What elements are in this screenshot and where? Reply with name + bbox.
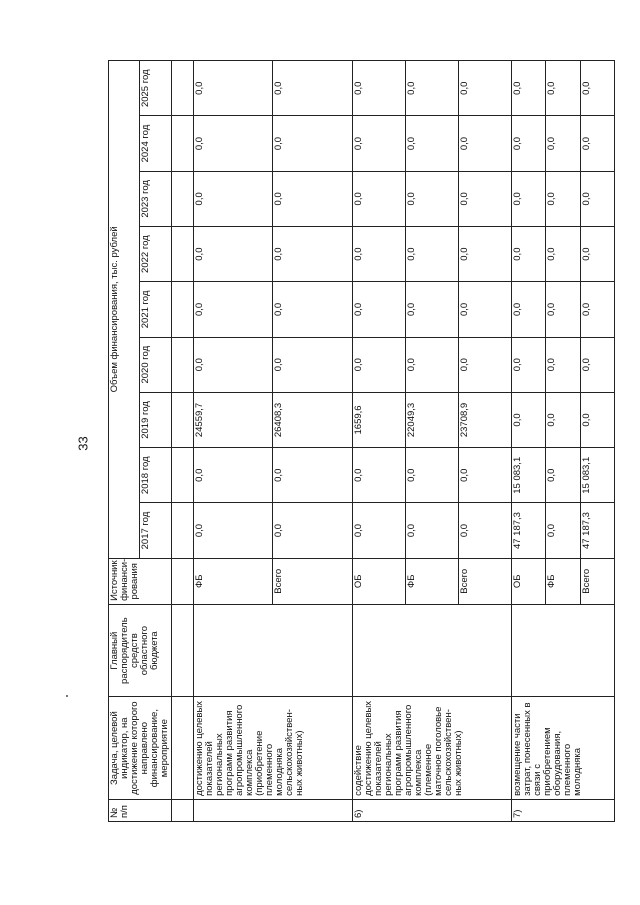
header-year: 2020 год: [140, 337, 171, 392]
value-cell: 0,0: [273, 448, 353, 503]
row-number-cell: [193, 799, 352, 821]
value-cell: 0,0: [459, 503, 512, 558]
value-cell: 0,0: [546, 503, 580, 558]
distributor-cell: [193, 604, 352, 696]
source-cell: ФБ: [193, 558, 273, 604]
header-year: 2021 год: [140, 282, 171, 337]
value-cell: 0,0: [459, 61, 512, 116]
value-cell: 0,0: [273, 171, 353, 226]
value-cell: 0,0: [352, 61, 405, 116]
value-cell: 15 083,1: [512, 448, 546, 503]
header-row-1: [109, 61, 140, 822]
value-cell: 0,0: [193, 448, 273, 503]
table-row: [352, 61, 405, 822]
value-cell: 0,0: [405, 282, 458, 337]
value-cell: 0,0: [580, 171, 614, 226]
value-cell: 0,0: [273, 61, 353, 116]
scan-speck: [66, 695, 68, 697]
value-cell: 0,0: [580, 392, 614, 447]
header-year: 2025 год: [140, 61, 171, 116]
value-cell: 0,0: [512, 116, 546, 171]
distributor-cell: [512, 604, 615, 696]
value-cell: 0,0: [546, 282, 580, 337]
value-cell: 26408,3: [273, 392, 353, 447]
page-number: 33: [75, 436, 91, 451]
value-cell: 0,0: [512, 226, 546, 281]
table-row: [193, 61, 273, 822]
financing-table: [108, 60, 615, 822]
value-cell: 0,0: [352, 503, 405, 558]
value-cell: 1659,6: [352, 392, 405, 447]
value-cell: 0,0: [405, 337, 458, 392]
value-cell: 0,0: [459, 171, 512, 226]
value-cell: 0,0: [546, 226, 580, 281]
header-volume: Объем финансирования, тыс. рублей: [109, 61, 140, 559]
value-cell: 0,0: [193, 282, 273, 337]
value-cell: 22049,3: [405, 392, 458, 447]
value-cell: 0,0: [459, 448, 512, 503]
header-spacer-row: [171, 61, 193, 822]
value-cell: 0,0: [405, 226, 458, 281]
value-cell: 0,0: [193, 337, 273, 392]
header-distributor: Главный распорядитель средств областного бюджета: [109, 604, 172, 696]
header-num: № п/п: [109, 799, 172, 821]
header-source: Источник финанси-рования: [109, 558, 172, 604]
value-cell: 0,0: [546, 171, 580, 226]
source-cell: ФБ: [546, 558, 580, 604]
financing-table-sheet: [108, 60, 592, 822]
value-cell: 0,0: [352, 337, 405, 392]
value-cell: 23708,9: [459, 392, 512, 447]
task-description-cell: достижению целевых показателей региональных программ развития агропромышленного комплекса (приобретение племенного молодняка сельскохозяйствен-ных животных): [193, 697, 352, 800]
value-cell: 0,0: [273, 282, 353, 337]
value-cell: 0,0: [273, 226, 353, 281]
source-cell: ФБ: [405, 558, 458, 604]
value-cell: 0,0: [352, 282, 405, 337]
value-cell: 0,0: [580, 116, 614, 171]
value-cell: 0,0: [273, 337, 353, 392]
value-cell: 0,0: [459, 226, 512, 281]
value-cell: 0,0: [546, 61, 580, 116]
source-cell: Всего: [459, 558, 512, 604]
value-cell: 0,0: [512, 171, 546, 226]
table-body: [193, 61, 614, 822]
value-cell: 0,0: [405, 116, 458, 171]
header-year: 2017 год: [140, 503, 171, 558]
table-row: [512, 61, 546, 822]
header-year: 2018 год: [140, 448, 171, 503]
value-cell: 15 083,1: [580, 448, 614, 503]
header-task: Задача, целевой индикатор, на достижение которого направлено финансирование, мероприятие: [109, 697, 172, 800]
value-cell: 0,0: [193, 116, 273, 171]
value-cell: 0,0: [352, 116, 405, 171]
distributor-cell: [352, 604, 511, 696]
value-cell: 0,0: [512, 392, 546, 447]
value-cell: 0,0: [352, 226, 405, 281]
value-cell: 0,0: [193, 61, 273, 116]
source-cell: Всего: [273, 558, 353, 604]
task-description-cell: возмещение части затрат, понесенных в связи с приобретением оборудования, племенного молодняка: [512, 697, 615, 800]
header-year: 2023 год: [140, 171, 171, 226]
value-cell: 0,0: [459, 337, 512, 392]
header-year: 2024 год: [140, 116, 171, 171]
value-cell: 0,0: [405, 448, 458, 503]
source-cell: ОБ: [352, 558, 405, 604]
value-cell: 0,0: [193, 171, 273, 226]
value-cell: 0,0: [352, 171, 405, 226]
value-cell: 0,0: [580, 226, 614, 281]
value-cell: 0,0: [546, 337, 580, 392]
value-cell: 0,0: [193, 503, 273, 558]
value-cell: 47 187,3: [580, 503, 614, 558]
value-cell: 0,0: [512, 282, 546, 337]
value-cell: 0,0: [546, 448, 580, 503]
header-year: 2019 год: [140, 392, 171, 447]
value-cell: 0,0: [459, 282, 512, 337]
value-cell: 24559,7: [193, 392, 273, 447]
value-cell: 0,0: [405, 171, 458, 226]
source-cell: ОБ: [512, 558, 546, 604]
value-cell: 0,0: [352, 448, 405, 503]
header-year: 2022 год: [140, 226, 171, 281]
value-cell: 0,0: [512, 61, 546, 116]
value-cell: 0,0: [193, 226, 273, 281]
value-cell: 0,0: [546, 392, 580, 447]
task-description-cell: содействие достижению целевых показателей региональных программ развития агропромышленного комплекса (племенное маточное поголовье сельскохозяйствен-ных животных): [352, 697, 511, 800]
source-cell: Всего: [580, 558, 614, 604]
value-cell: 47 187,3: [512, 503, 546, 558]
row-number-cell: 7): [512, 799, 615, 821]
value-cell: 0,0: [546, 116, 580, 171]
value-cell: 0,0: [580, 61, 614, 116]
value-cell: 0,0: [512, 337, 546, 392]
value-cell: 0,0: [405, 503, 458, 558]
value-cell: 0,0: [273, 503, 353, 558]
value-cell: 0,0: [459, 116, 512, 171]
value-cell: 0,0: [405, 61, 458, 116]
value-cell: 0,0: [273, 116, 353, 171]
row-number-cell: 6): [352, 799, 511, 821]
value-cell: 0,0: [580, 282, 614, 337]
value-cell: 0,0: [580, 337, 614, 392]
